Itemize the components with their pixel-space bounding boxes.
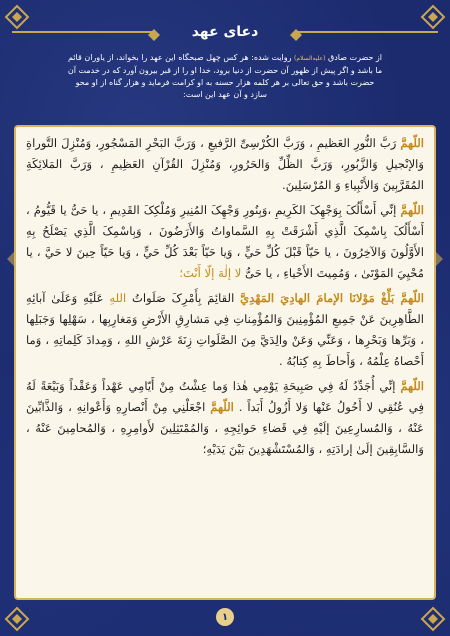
highlight-word: اللّهمَّ xyxy=(400,379,424,393)
intro-line: حضرت باشد و حق تعالی بر هر کلمه هزار حسنه به او کرامت فرماید و هزار گناه از او محو xyxy=(75,78,375,87)
title-divider xyxy=(298,31,438,33)
intro-line: سازد و آن عهد این است: xyxy=(183,90,267,99)
highlight-word: اللهِ xyxy=(109,291,127,305)
title-divider xyxy=(12,31,152,33)
prayer-text-box xyxy=(14,125,436,600)
intro-text xyxy=(22,52,428,116)
prayer-paragraph: اللّهمَّ إنِّي أَسْأَلُکَ بِوَجْهِکَ الکَرِیمِ ،وَبِنُورِ وَجْهِکَ المُنِیرِ وَمُلْکِکَ القَدِیمِ ، یا حَیُّ یا قَیُّومُ ، أَسْأَلُکَ بِاسْمِکَ الَّذِي أَشْرَقَتْ بِهِ السَّماواتُ وَالأَرَضُونَ ، وَبِاسْمِکَ الَّذِي یَصْلَحُ بِهِ الأَوَّلُونَ وَالآخِرُونَ ، یا حَیّاً قَبْلَ کُلِّ حَيٍّ ، وَیا حَیّاً بَعْدَ کُلِّ حَيٍّ ، وَیا حَیّاً حِینَ لا حَيَّ ، یا مُحْیِيَ المَوْتَیٰ ، وَمُمِیتَ الأَحْیاءِ ، یا حَیُّ لا إلٰهَ إلّا أَنْتَ؛ xyxy=(26,203,424,280)
prayer-paragraph: اللّهمَّ بَلِّغْ مَوْلانَا الإمامَ الهادِيَ المَهْدِيَّ القائِمَ بِأَمْرِکَ صَلَواتُ اللهِ عَلَیْهِ وَعَلَیٰ آبائِهِ الطَّاهِرِینَ عَنْ جَمِیعِ المُؤْمِنِینَ وَالمُؤْمِناتِ فِي مَشارِقِ الأَرْضِ وَمَغارِبِها ، سَهْلِها وَجَبَلِها ، وَبَرِّها وَبَحْرِها ، وَعَنِّي وَعَنْ والِدَيَّ مِنَ الصَّلَواتِ زِنَةَ عَرْشِ اللهِ ، وَمِدادَ کَلِماتِهِ ، وَما أَحْصاهُ عِلْمُهُ ، وَأَحاطَ بِهِ کِتابُهُ . xyxy=(26,291,425,368)
page-number: ۱ xyxy=(216,608,234,626)
highlight-word: اللّهمَّ xyxy=(400,136,424,150)
corner-ornament-icon xyxy=(4,606,30,632)
prayer-paragraph: اللّهمَّ إنِّي أُجَدِّدُ لَهُ فِي صَبِیحَةِ یَوْمِي هٰذا وَما عِشْتُ مِنْ أَیّامِي عَهْداً وَعَقْداً وَبَیْعَةً لَهُ فِي عُنُقِي لا أَحُولُ عَنْها وَلا أَزُولُ أَبَداً . اللّهمَّ اجْعَلْنِي مِنْ أَنْصارِهِ وَأَعْوانِهِ ، وَالذَّابِّینَ عَنْهُ ، وَالمُسارِعِینَ إلَیْهِ فِي قَضاءِ حَوائِجِهِ ، وَالمُمْتَثِلِینَ لأَوامِرِهِ ، وَالمُحامِینَ عَنْهُ ، وَالسَّابِقِینَ إلَیٰ إرادَتِهِ ، وَالمُسْتَشْهَدِینَ بَیْنَ یَدَیْهِ؛ xyxy=(26,379,425,456)
title-bar xyxy=(12,22,438,42)
corner-ornament-icon xyxy=(420,606,446,632)
intro-line: ما باشد و اگر پیش از ظهور آن حضرت از دنیا برود، خدا او را از قبر بیرون آورد که در خدمت آن xyxy=(67,66,383,75)
intro-note: (علیه‌السلام) xyxy=(294,55,326,62)
page-title: دعای عهد xyxy=(191,24,259,40)
diamond-icon xyxy=(148,26,160,38)
highlight-word: اللّهمَّ xyxy=(400,203,424,217)
prayer-paragraph: اللّهمَّ رَبَّ النُّورِ العَظیمِ ، وَرَبَّ الكُرْسِیِّ الرَّفیعِ ، وَرَبَّ البَحْرِ المَسْجُورِ، وَمُنْزِلَ التَّوراةِ وَالإنْجیلِ وَالزَّبُورِ، وَرَبَّ الظِّلِّ وَالحَرُورِ، وَمُنْزِلَ القُرْآنِ العَظِیمِ ، وَرَبَّ المَلائِکَةِ المُقَرَّبِینَ وَالأَنْبِیاءِ وَ المُرْسَلِینَ. xyxy=(26,136,424,192)
highlight-phrase: اللّهمَّ بَلِّغْ مَوْلانَا الإمامَ الهادِيَ المَهْدِيَّ xyxy=(240,291,425,305)
highlight-word: اللّهمَّ xyxy=(210,400,234,414)
highlight-phrase: لا إلٰهَ إلّا أَنْتَ؛ xyxy=(179,266,242,280)
intro-line: از حضرت صادق (علیه‌السلام) روایت شده: هر کس چهل صبحگاه این عهد را بخواند، از یاوران قائم xyxy=(67,53,383,62)
